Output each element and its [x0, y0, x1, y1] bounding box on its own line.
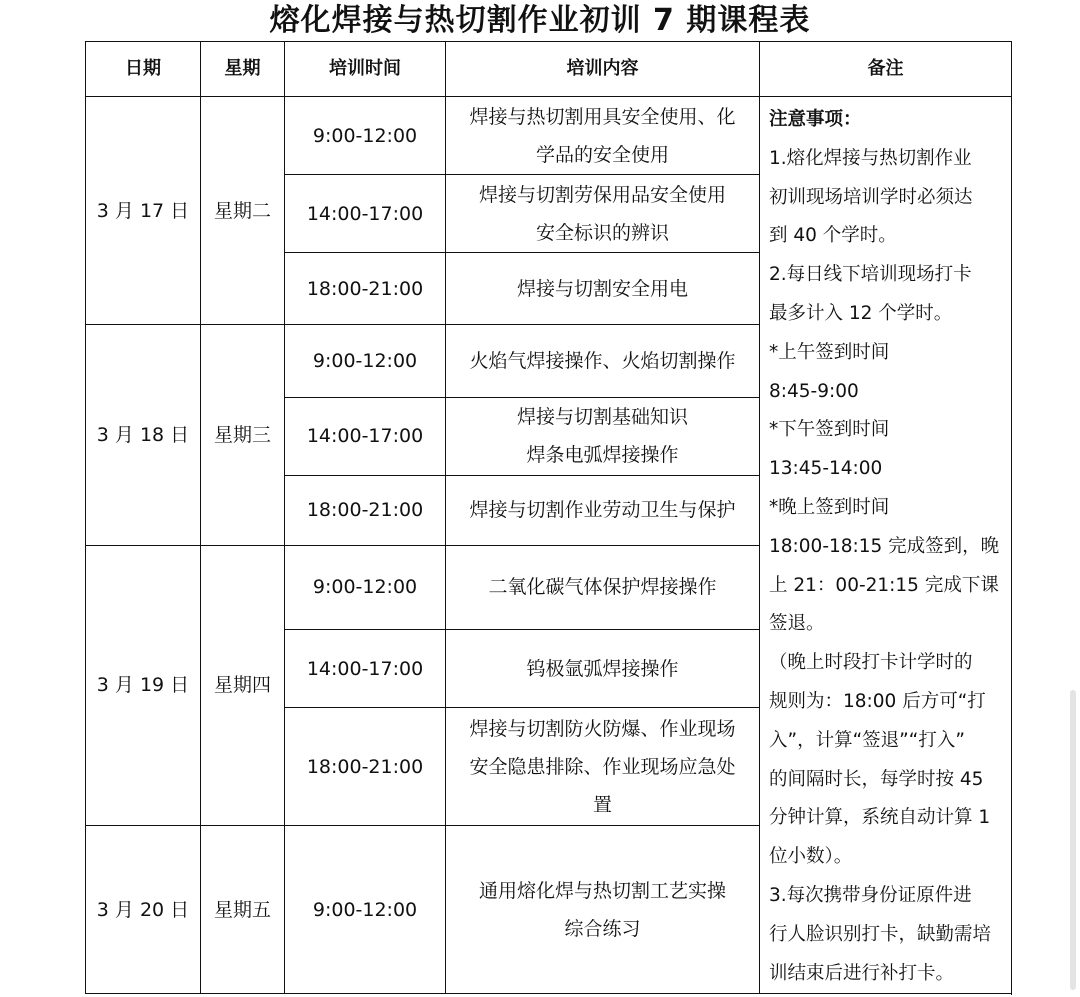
notes-line: 3.每次携带身份证原件进	[769, 884, 972, 906]
weekday-cell: 星期三	[201, 325, 285, 546]
content-line: 综合练习	[564, 917, 641, 940]
time-cell: 9:00-12:00	[285, 545, 446, 630]
content-cell	[446, 97, 760, 175]
content-line: 学品的安全使用	[535, 143, 669, 166]
weekday-cell: 星期二	[201, 97, 285, 325]
content-line: 焊接与切割劳保用品安全使用	[478, 183, 726, 206]
content-line: 焊条电弧焊接操作	[526, 444, 679, 467]
notes-line: 初训现场培训学时必须达	[769, 186, 973, 208]
content-cell	[446, 325, 760, 398]
content-line: 安全隐患排除、作业现场应急处	[469, 755, 736, 778]
content-cell	[446, 175, 760, 253]
notes-line: 入”，计算“签退”“打入”	[769, 729, 965, 751]
notes-line: 18:00-18:15 完成签到，晚	[769, 535, 1000, 557]
header-time: 培训时间	[285, 42, 446, 97]
notes-line: （晚上时段打卡计学时的	[769, 652, 973, 674]
table-row	[86, 97, 1012, 175]
content-cell	[446, 708, 760, 826]
content-line: 通用熔化焊与热切割工艺实操	[478, 879, 726, 902]
notes-cell	[760, 97, 1012, 994]
notes-line: 1.熔化焊接与热切割作业	[769, 147, 972, 169]
content-line: 火焰气焊接操作、火焰切割操作	[469, 349, 736, 372]
time-cell: 18:00-21:00	[285, 708, 446, 826]
header-notes: 备注	[760, 42, 1012, 97]
content-cell	[446, 826, 760, 994]
notes-line: 2.每日线下培训现场打卡	[769, 264, 972, 286]
scrollbar[interactable]	[1070, 690, 1076, 990]
page-title: 熔化焊接与热切割作业初训 7 期课程表	[269, 3, 811, 38]
notes-line: 规则为：18:00 后方可“打	[769, 690, 986, 712]
notes-line: *下午签到时间	[769, 419, 890, 441]
notes-line: *上午签到时间	[769, 341, 890, 363]
time-cell: 14:00-17:00	[285, 397, 446, 475]
notes-line: 13:45-14:00	[769, 458, 883, 480]
weekday-cell: 星期五	[201, 826, 285, 994]
schedule-table	[85, 41, 1012, 994]
time-cell: 9:00-12:00	[285, 97, 446, 175]
content-line: 安全标识的辨识	[535, 221, 669, 244]
time-cell: 9:00-12:00	[285, 826, 446, 994]
header-weekday: 星期	[201, 42, 285, 97]
notes-line: 训结束后进行补打卡。	[769, 962, 955, 984]
content-cell	[446, 475, 760, 545]
time-cell: 14:00-17:00	[285, 630, 446, 708]
notes-line: 到 40 个学时。	[769, 225, 897, 247]
notes-line: 位小数）。	[769, 846, 853, 868]
date-cell: 3 月 20 日	[86, 826, 201, 994]
content-line: 二氧化碳气体保护焊接操作	[488, 576, 717, 599]
content-line: 焊接与切割安全用电	[516, 277, 688, 300]
time-cell: 9:00-12:00	[285, 325, 446, 398]
notes-line: 分钟计算，系统自动计算 1	[769, 807, 991, 829]
content-line: 焊接与热切割用具安全使用、化	[469, 105, 736, 128]
notes-line: 行人脸识别打卡，缺勤需培	[769, 923, 992, 945]
content-line: 焊接与切割作业劳动卫生与保护	[469, 499, 736, 522]
notes-line: *晚上签到时间	[769, 496, 890, 518]
notes-line: 8:45-9:00	[769, 380, 859, 402]
notes-title: 注意事项：	[769, 109, 862, 130]
date-cell: 3 月 19 日	[86, 545, 201, 826]
header-content: 培训内容	[446, 42, 760, 97]
header-row	[86, 42, 1012, 97]
content-line: 钨极氩弧焊接操作	[526, 657, 679, 680]
weekday-cell: 星期四	[201, 545, 285, 826]
content-line: 焊接与切割基础知识	[516, 406, 688, 429]
content-cell	[446, 630, 760, 708]
notes-line: 签退。	[769, 613, 825, 635]
content-cell	[446, 253, 760, 325]
content-line: 焊接与切割防火防爆、作业现场	[469, 717, 736, 740]
content-cell	[446, 397, 760, 475]
time-cell: 18:00-21:00	[285, 253, 446, 325]
date-cell: 3 月 18 日	[86, 325, 201, 546]
notes-line: 的间隔时长，每学时按 45	[769, 768, 984, 790]
notes-line: 上 21：00-21:15 完成下课	[769, 574, 999, 596]
notes-line: 最多计入 12 个学时。	[769, 302, 953, 324]
header-date: 日期	[86, 42, 201, 97]
content-line: 置	[592, 793, 612, 816]
date-cell: 3 月 17 日	[86, 97, 201, 325]
time-cell: 14:00-17:00	[285, 175, 446, 253]
content-cell	[446, 545, 760, 630]
time-cell: 18:00-21:00	[285, 475, 446, 545]
